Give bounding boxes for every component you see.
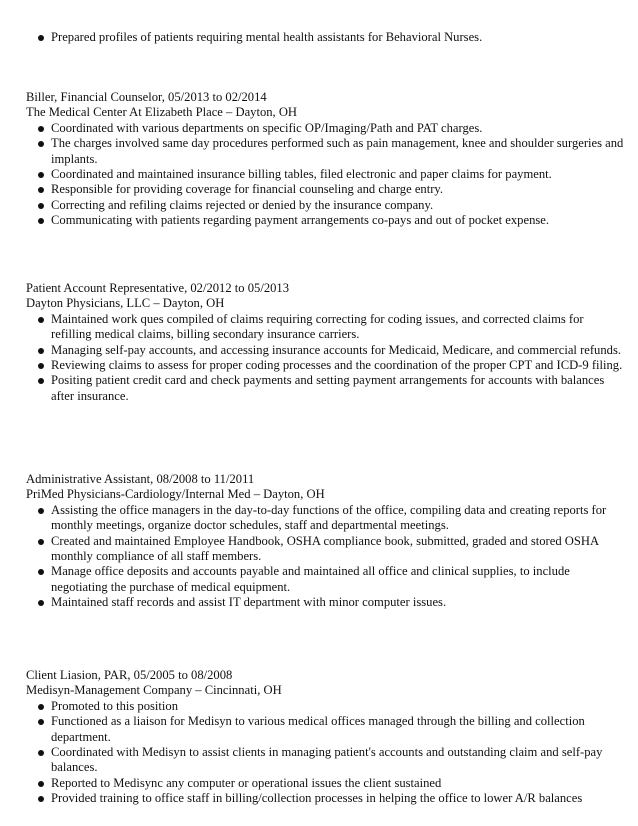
job-title: Biller, Financial Counselor, 05/2013 to 02/2014 — [26, 90, 267, 104]
job-entry-client-liasion — [26, 668, 632, 807]
list-item: Coordinated and maintained insurance billing tables, filed electronic and paper claims for payment. — [26, 167, 632, 182]
list-item: Responsible for providing coverage for financial counseling and charge entry. — [26, 182, 632, 197]
list-item: Prepared profiles of patients requiring mental health assistants for Behavioral Nurses. — [0, 30, 632, 45]
list-item: Functioned as a liaison for Medisyn to various medical offices managed through the billing and collection department. — [26, 714, 632, 745]
list-item: Coordinated with Medisyn to assist clients in managing patient's accounts and outstanding claim and self-pay balances. — [26, 745, 632, 776]
list-item: Maintained staff records and assist IT department with minor computer issues. — [26, 595, 632, 610]
job-entry-patient-account-representative — [26, 281, 632, 404]
list-item: Correcting and refiling claims rejected or denied by the insurance company. — [26, 198, 632, 213]
job-title: Administrative Assistant, 08/2008 to 11/2011 — [26, 472, 255, 486]
job-entry-administrative-assistant — [26, 472, 632, 611]
list-item: Reported to Medisync any computer or operational issues the client sustained — [26, 776, 632, 791]
job-bullet-list — [26, 503, 632, 611]
list-item: Manage office deposits and accounts payable and maintained all office and clinical supplies, to include negotiating the purchase of medical equipment. — [26, 564, 632, 595]
job-title: Client Liasion, PAR, 05/2005 to 08/2008 — [26, 668, 233, 682]
list-item: Reviewing claims to assess for proper coding processes and the coordination of the proper CPT and ICD-9 filing. — [26, 358, 632, 373]
job-title: Patient Account Representative, 02/2012 to 05/2013 — [26, 281, 290, 295]
list-item: Created and maintained Employee Handbook, OSHA compliance book, submitted, graded and stored OSHA monthly compliance of all staff members. — [26, 534, 632, 565]
list-item: Promoted to this position — [26, 699, 632, 714]
list-item: Provided training to office staff in billing/collection processes in helping the office to lower A/R balances — [26, 791, 632, 806]
list-item: Positing patient credit card and check payments and setting payment arrangements for accounts with balances after insurance. — [26, 373, 632, 404]
list-item: Communicating with patients regarding payment arrangements co-pays and out of pocket expense. — [26, 213, 632, 228]
job-entry-biller — [26, 90, 632, 229]
job-employer: PriMed Physicians-Cardiology/Internal Med – Dayton, OH — [26, 487, 325, 502]
job-bullet-list — [26, 121, 632, 229]
job-bullet-list — [26, 699, 632, 807]
list-item: Managing self-pay accounts, and accessing insurance accounts for Medicaid, Medicare, and commercial refunds. — [26, 343, 632, 358]
list-item: Assisting the office managers in the day-to-day functions of the office, compiling data and creating reports for monthly meetings, organize doctor schedules, staff and departmental meetings. — [26, 503, 632, 534]
job-employer: Dayton Physicians, LLC – Dayton, OH — [26, 296, 225, 311]
job-employer: The Medical Center At Elizabeth Place – Dayton, OH — [26, 105, 298, 120]
job-bullet-list — [26, 312, 632, 404]
list-item: Maintained work ques compiled of claims requiring correcting for coding issues, and corrected claims for refilling medical claims, billing secondary insurance carriers. — [26, 312, 632, 343]
list-item: Coordinated with various departments on specific OP/Imaging/Path and PAT charges. — [26, 121, 632, 136]
list-item: The charges involved same day procedures performed such as pain management, knee and shoulder surgeries and implants. — [26, 136, 632, 167]
carryover-bullet-list — [0, 30, 632, 45]
job-employer: Medisyn-Management Company – Cincinnati, OH — [26, 683, 282, 698]
